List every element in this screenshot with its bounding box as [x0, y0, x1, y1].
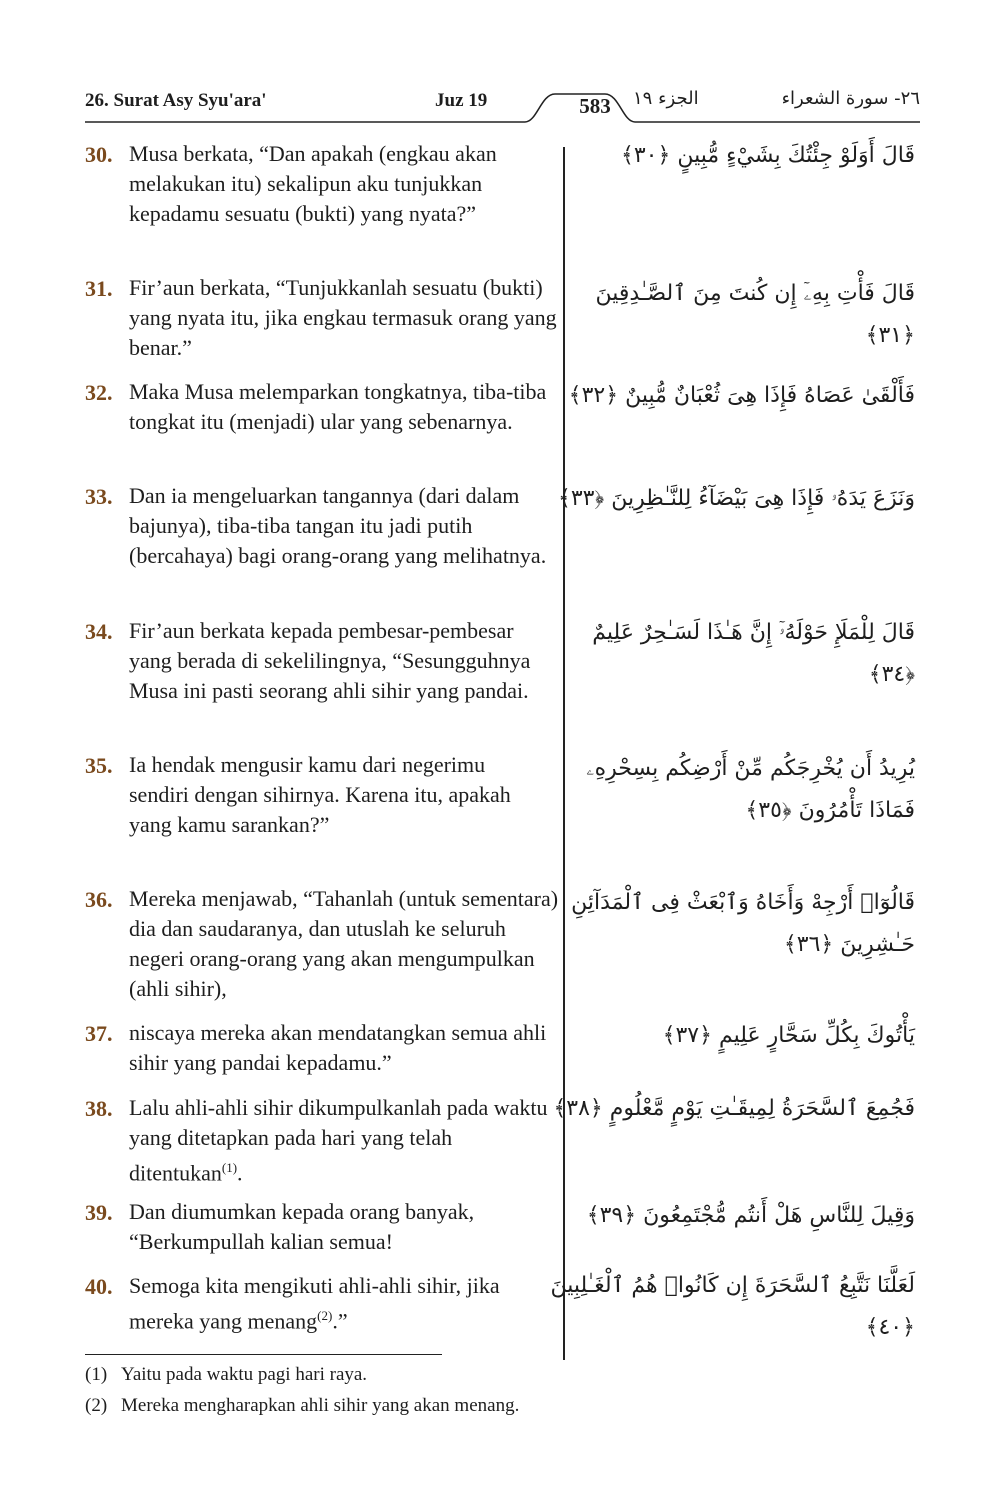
- footnote: [85, 1395, 519, 1417]
- juz-label-arabic: الجزء ١٩: [633, 88, 699, 109]
- verse-translation: niscaya mereka akan mendatangkan semua ahli sihir yang pandai kepadamu.”: [129, 1020, 547, 1075]
- verse-number: 39.: [85, 1200, 113, 1225]
- verse-translation: Maka Musa melemparkan tongkatnya, tiba-tiba tongkat itu (menjadi) ular yang sebenarnya.: [129, 379, 547, 434]
- verse-arabic: فَجُمِعَ ٱلسَّحَرَةُ لِمِيقَـٰتِ يَوْمٍ مَّعْلُومٍ ﴿٣٨﴾: [553, 1096, 915, 1121]
- verse-translation-text: Semoga kita mengikuti ahli-ahli sihir, jika mereka yang menang: [129, 1273, 500, 1334]
- juz-label-latin: Juz 19: [435, 90, 488, 111]
- verse-translation: Musa berkata, “Dan apakah (engkau akan melakukan itu) sekalipun aku tunjukkan kepadamu sesuatu (bukti) yang nyata?”: [129, 141, 497, 226]
- verse-arabic: وَنَزَعَ يَدَهُۥ فَإِذَا هِىَ بَيْضَآءُ لِلنَّـٰظِرِينَ ﴿٣٣﴾: [557, 486, 915, 511]
- verse-arabic: قَالَ لِلْمَلَإِ حَوْلَهُۥٓ إِنَّ هَـٰذَا لَسَـٰحِرٌ عَلِيمٌ ﴿٣٤﴾: [592, 620, 915, 687]
- verse-number: 34.: [85, 619, 113, 644]
- verse-number: 40.: [85, 1274, 113, 1299]
- verse-number: 37.: [85, 1021, 113, 1046]
- verse-arabic: قَالَ أَوَلَوْ جِئْتُكَ بِشَيْءٍ مُّبِينٍ ﴿٣٠﴾: [620, 143, 915, 168]
- verse-translation-tail: .”: [332, 1308, 348, 1334]
- surah-title-latin: 26. Surat Asy Syu'ara': [85, 90, 267, 111]
- footnote-marker: (1): [85, 1364, 108, 1385]
- verse-number: 36.: [85, 887, 113, 912]
- footnote-ref: (2): [317, 1308, 333, 1323]
- footnote-text: Mereka mengharapkan ahli sihir yang akan menang.: [121, 1395, 520, 1416]
- page-header: [85, 86, 920, 126]
- page-number: 583: [579, 94, 611, 118]
- footnote: [85, 1364, 367, 1386]
- verse-number: 32.: [85, 380, 113, 405]
- verse-arabic: قَالَ فَأْتِ بِهِۦٓ إِن كُنتَ مِنَ ٱلصَّـٰدِقِينَ ﴿٣١﴾: [595, 281, 915, 348]
- verse-translation: [129, 1093, 559, 1188]
- verse-arabic: يَأْتُوكَ بِكُلِّ سَحَّارٍ عَلِيمٍ ﴿٣٧﴾: [662, 1023, 915, 1048]
- footnote-text: Yaitu pada waktu pagi hari raya.: [121, 1364, 368, 1385]
- verse-number: 38.: [85, 1096, 113, 1121]
- verse-translation: Fir’aun berkata kepada pembesar-pembesar yang berada di sekelilingnya, “Sesungguhnya Musa ini pasti seorang ahli sihir yang pandai.: [129, 618, 531, 703]
- verse-translation: Dan ia mengeluarkan tangannya (dari dalam bajunya), tiba-tiba tangan itu jadi putih (bercahaya) bagi orang-orang yang melihatnya.: [129, 483, 547, 568]
- surah-title-arabic: ٢٦- سورة الشعراء: [781, 88, 920, 109]
- verse-translation-tail: .: [237, 1160, 243, 1186]
- verse-arabic: لَعَلَّنَا نَتَّبِعُ ٱلسَّحَرَةَ إِن كَانُوا۟ هُمُ ٱلْغَـٰلِبِينَ ﴿٤٠﴾: [550, 1273, 915, 1340]
- verse-arabic: قَالُوٓا۟ أَرْجِهْ وَأَخَاهُ وَٱبْعَثْ فِى ٱلْمَدَآئِنِ حَـٰشِرِينَ ﴿٣٦﴾: [571, 890, 915, 957]
- verse-translation: Dan diumumkan kepada orang banyak, “Berkumpullah kalian semua!: [129, 1199, 475, 1254]
- verse-number: 33.: [85, 484, 113, 509]
- verse-translation: Ia hendak mengusir kamu dari negerimu sendiri dengan sihirnya. Karena itu, apakah yang kamu sarankan?”: [129, 752, 511, 837]
- verse-number: 35.: [85, 753, 113, 778]
- verse-number: 30.: [85, 142, 113, 167]
- footnote-rule: [85, 1354, 442, 1355]
- verse-number: 31.: [85, 276, 113, 301]
- verse-translation: [129, 1271, 559, 1336]
- verse-arabic: فَأَلْقَىٰ عَصَاهُ فَإِذَا هِىَ ثُعْبَانٌ مُّبِينٌ ﴿٣٢﴾: [568, 383, 915, 408]
- verse-arabic: يُرِيدُ أَن يُخْرِجَكُم مِّنْ أَرْضِكُم بِسِحْرِهِۦ فَمَاذَا تَأْمُرُونَ ﴿٣٥﴾: [586, 756, 915, 823]
- verse-arabic: وَقِيلَ لِلنَّاسِ هَلْ أَنتُم مُّجْتَمِعُونَ ﴿٣٩﴾: [586, 1203, 915, 1228]
- footnote-ref: (1): [221, 1160, 238, 1175]
- footnote-marker: (2): [85, 1395, 108, 1416]
- verse-translation: Mereka menjawab, “Tahanlah (untuk sementara) dia dan saudaranya, dan utuslah ke seluruh negeri orang-orang yang akan mengumpulkan (ahli sihir),: [129, 886, 559, 1001]
- verse-translation-text: Lalu ahli-ahli sihir dikumpulkanlah pada waktu yang ditetapkan pada hari yang telah ditentukan: [129, 1095, 548, 1186]
- verse-translation: Fir’aun berkata, “Tunjukkanlah sesuatu (bukti) yang nyata itu, jika engkau termasuk orang yang benar.”: [129, 275, 557, 360]
